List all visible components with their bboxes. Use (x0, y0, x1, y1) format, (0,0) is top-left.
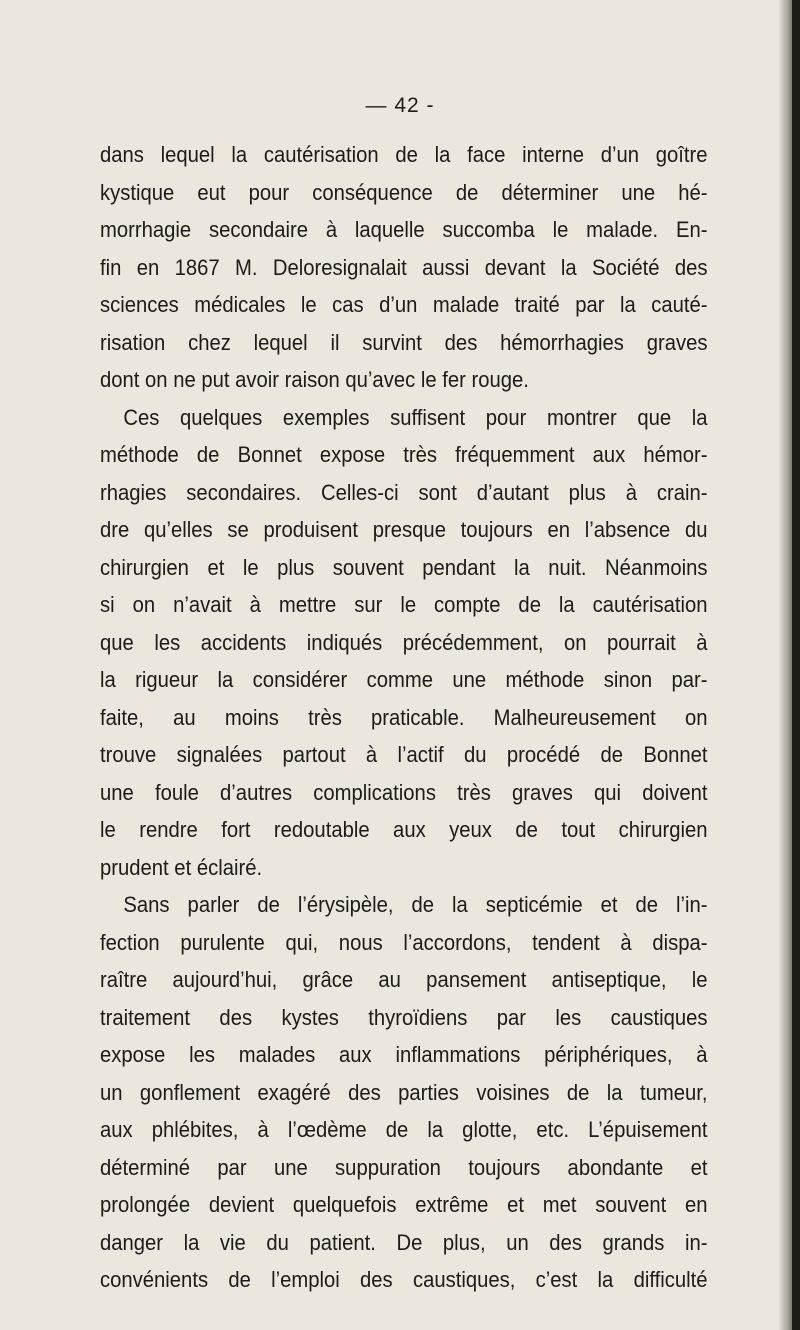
text-line: risation chez lequel il survint des hémorrhagies graves (100, 329, 708, 355)
text-line: fection purulente qui, nous l’accordons, tendent à dispa- (100, 929, 708, 955)
text-line: fin en 1867 M. Deloresignalait aussi devant la Société des (100, 254, 708, 280)
text-line: déterminé par une suppuration toujours abondante et (100, 1154, 708, 1180)
text-line: convénients de l’emploi des caustiques, c’est la difficulté (100, 1267, 708, 1292)
text-line: aux phlébites, à l’œdème de la glotte, etc. L’épuisement (100, 1117, 708, 1142)
text-line: que les accidents indiqués précédemment, on pourrait à (100, 629, 708, 655)
text-line: raître aujourd’hui, grâce au pansement antiseptique, le (100, 967, 708, 992)
text-line: la rigueur la considérer comme une méthode sinon par- (100, 667, 708, 692)
text-line: un gonflement exagéré des parties voisines de la tumeur, (100, 1079, 708, 1105)
text-line: une foule d’autres complications très graves qui doivent (100, 779, 708, 805)
text-line: traitement des kystes thyroïdiens par les caustiques (100, 1004, 708, 1030)
text-line: le rendre fort redoutable aux yeux de tout chirurgien (100, 817, 708, 842)
text-line: si on n’avait à mettre sur le compte de la cautérisation (100, 592, 708, 617)
text-line: Ces quelques exemples suffisent pour montrer que la (123, 404, 708, 430)
text-line: prudent et éclairé. (100, 854, 263, 880)
body-text (100, 136, 708, 1299)
text-line: rhagies secondaires. Celles-ci sont d’autant plus à crain- (100, 479, 708, 505)
text-line: dont on ne put avoir raison qu’avec le fer rouge. (100, 367, 529, 392)
text-line: dre qu’elles se produisent presque toujours en l’absence du (100, 517, 708, 542)
text-line: prolongée devient quelquefois extrême et met souvent en (100, 1192, 708, 1217)
text-line: trouve signalées partout à l’actif du procédé de Bonnet (100, 742, 708, 767)
text-line: dans lequel la cautérisation de la face interne d’un goître (100, 142, 708, 167)
text-line: chirurgien et le plus souvent pendant la nuit. Néanmoins (100, 554, 708, 580)
text-line: faite, au moins très praticable. Malheureusement on (100, 704, 708, 730)
binding-edge (792, 0, 800, 1330)
text-line: Sans parler de l’érysipèle, de la septicémie et de l’in- (123, 892, 708, 917)
page-number: — 42 - (365, 94, 435, 117)
text-line: méthode de Bonnet expose très fréquemment aux hémor- (100, 442, 708, 467)
text-line: danger la vie du patient. De plus, un des grands in- (100, 1229, 708, 1255)
text-line: sciences médicales le cas d’un malade traité par la cauté- (100, 292, 708, 317)
text-line: morrhagie secondaire à laquelle succomba le malade. En- (100, 217, 708, 242)
text-line: expose les malades aux inflammations périphériques, à (100, 1042, 708, 1067)
text-line: kystique eut pour conséquence de déterminer une hé- (100, 179, 708, 205)
